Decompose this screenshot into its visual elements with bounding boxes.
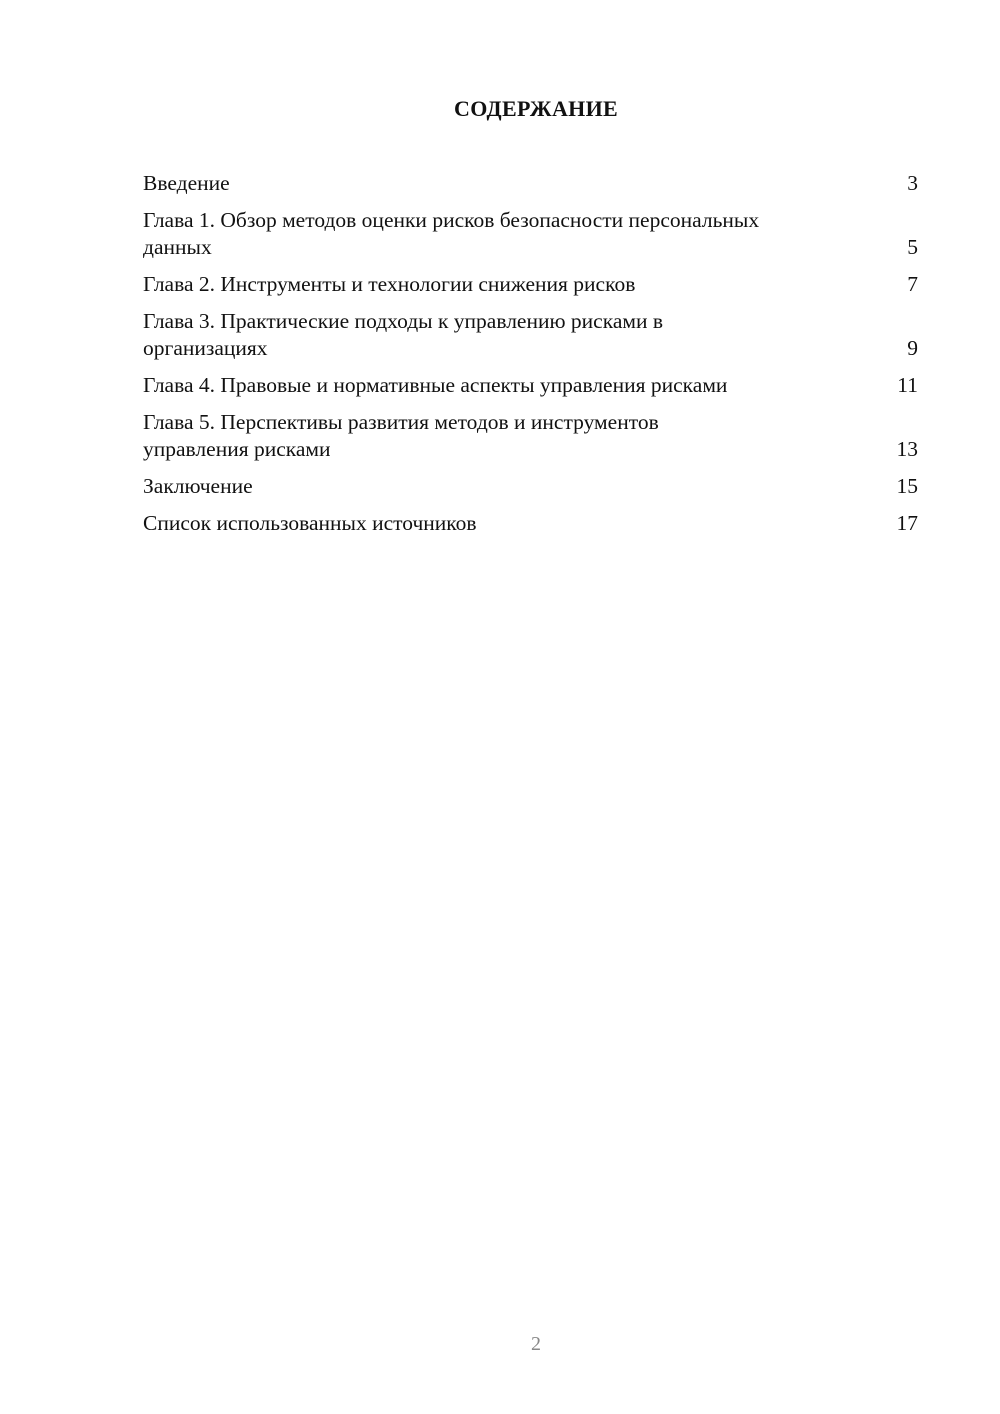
page-number: 2: [531, 1333, 541, 1355]
toc-entry-label: Глава 5. Перспективы развития методов и инструментов управления рисками: [143, 410, 659, 461]
toc-entry-page: 11: [897, 373, 918, 397]
toc-entry-label: Список использованных источников: [143, 511, 477, 535]
toc-entry-page: 3: [907, 171, 918, 195]
toc-entry-chapter-4: [143, 372, 918, 399]
toc-entry-label: Глава 3. Практические подходы к управлению рисками в организациях: [143, 309, 664, 360]
toc-entry-page: 7: [907, 272, 918, 296]
toc-entry-page: 5: [907, 235, 918, 259]
toc-entry-label: Глава 4. Правовые и нормативные аспекты управления рисками: [143, 373, 728, 397]
toc-entry-chapter-5: [143, 409, 918, 463]
toc-entry-page: 17: [896, 511, 918, 535]
toc-entry-references: [143, 510, 918, 537]
toc-entry-chapter-2: [143, 271, 918, 298]
toc-entry-label: Глава 1. Обзор методов оценки рисков безопасности персональных данных: [143, 208, 760, 259]
toc-entry-conclusion: [143, 473, 918, 500]
page-title: СОДЕРЖАНИЕ: [454, 96, 618, 121]
toc-entry-page: 9: [907, 336, 918, 360]
toc-entry-label: Глава 2. Инструменты и технологии снижения рисков: [143, 272, 636, 296]
toc-entry-page: 13: [896, 437, 918, 461]
toc-entry-label: Заключение: [143, 474, 253, 498]
toc-entry-chapter-3: [143, 308, 918, 362]
table-of-contents: [143, 170, 918, 547]
toc-entry-chapter-1: [143, 207, 918, 261]
toc-entry-page: 15: [896, 474, 918, 498]
toc-entry-label: Введение: [143, 171, 230, 195]
toc-entry-introduction: [143, 170, 918, 197]
